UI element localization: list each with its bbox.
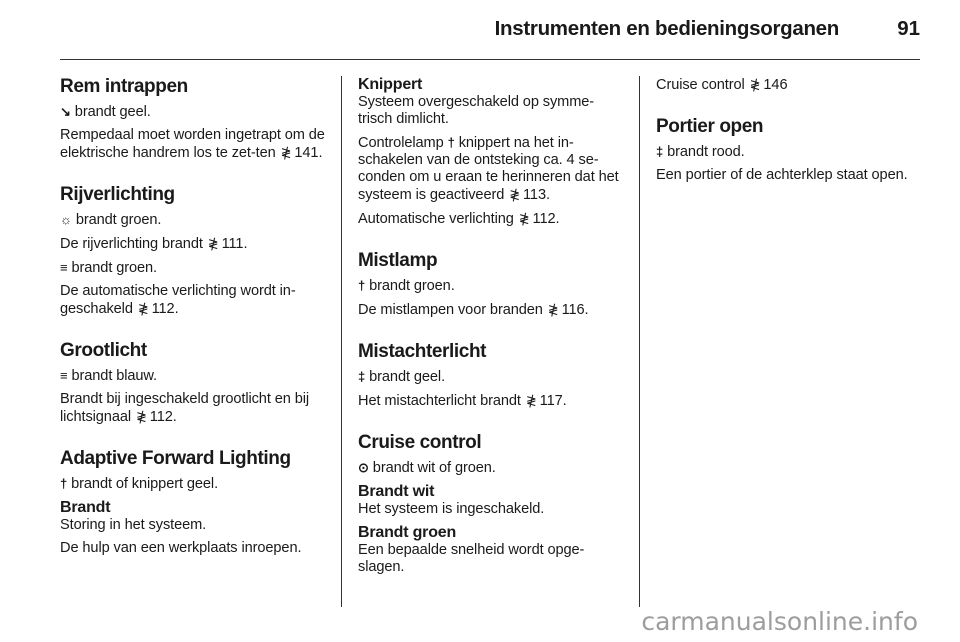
section-grootlicht (60, 340, 326, 426)
status-text: brandt groen. (75, 212, 162, 228)
status-text: brandt groen. (369, 278, 455, 294)
sub-heading: Brandt wit (358, 483, 435, 500)
page-ref-arrow-icon: ≹ (280, 145, 292, 160)
body-text: De automatische verlichting wordt in-geschakeld (60, 283, 296, 317)
section-mistlamp (358, 250, 626, 319)
section-heading: Adaptive Forward Lighting (60, 448, 291, 469)
section-heading: Rem intrappen (60, 76, 188, 97)
column-divider-2 (639, 76, 640, 607)
sub-heading: Knippert (358, 76, 423, 93)
page-ref[interactable]: 146 (763, 77, 788, 93)
column-divider-1 (341, 76, 342, 607)
header-rule (60, 59, 920, 60)
column-3 (656, 76, 920, 190)
page-ref[interactable]: 112. (532, 211, 560, 227)
section-adaptive-forward-lighting (60, 448, 326, 557)
front-fog-lamp-icon: † (358, 278, 366, 293)
column-1 (60, 76, 326, 563)
section-heading: Mistachterlicht (358, 341, 487, 362)
brake-warning-icon: ↘ (60, 104, 71, 119)
section-cruise-control (358, 432, 626, 576)
body-text: Een bepaalde snelheid wordt opge-slagen. (358, 542, 585, 575)
page-ref[interactable]: 113. (523, 187, 550, 203)
sub-heading: Brandt groen (358, 524, 457, 541)
page-header-title: Instrumenten en bedieningsorganen (494, 17, 839, 40)
body-text: Het mistachterlicht brandt (358, 393, 521, 409)
page-ref-arrow-icon: ≹ (135, 409, 147, 424)
page-ref-arrow-icon: ≹ (518, 211, 530, 226)
page-ref-arrow-icon: ≹ (525, 393, 537, 408)
body-text: Automatische verlichting (358, 211, 514, 227)
page-ref[interactable]: 117. (539, 393, 567, 409)
page-ref[interactable]: 112. (151, 301, 179, 317)
auto-light-icon: ≡ (60, 260, 68, 275)
body-text: De hulp van een werkplaats inroepen. (60, 540, 302, 556)
page-ref[interactable]: 112. (149, 409, 177, 425)
status-text: brandt rood. (667, 144, 745, 160)
section-heading: Portier open (656, 116, 764, 137)
body-text: Systeem overgeschakeld op symme-trisch dimlicht. (358, 94, 595, 127)
section-heading: Rijverlichting (60, 184, 175, 205)
afl-icon: † (60, 476, 68, 491)
section-rem-intrappen (60, 76, 326, 162)
page-ref-arrow-icon: ≹ (207, 236, 219, 251)
page-ref-arrow-icon: ≹ (749, 77, 761, 92)
section-portier-open (656, 116, 920, 184)
page-number: 91 (897, 17, 920, 40)
page-ref-arrow-icon: ≹ (547, 302, 559, 317)
page-ref[interactable]: 116. (561, 302, 589, 318)
side-light-icon: ☼ (60, 212, 72, 227)
section-knippert (358, 76, 626, 228)
cruise-control-icon: ⊙ (358, 460, 369, 475)
status-text: brandt wit of groen. (372, 460, 496, 476)
section-heading: Grootlicht (60, 340, 147, 361)
section-heading: Mistlamp (358, 250, 438, 271)
section-heading: Cruise control (358, 432, 482, 453)
section-mistachterlicht (358, 341, 626, 410)
page-ref[interactable]: 141. (294, 145, 323, 161)
body-text: Het systeem is ingeschakeld. (358, 501, 545, 517)
page-ref-arrow-icon: ≹ (137, 301, 149, 316)
page-ref-arrow-icon: ≹ (509, 187, 520, 202)
body-text: Cruise control (656, 77, 745, 93)
column-2 (358, 76, 626, 582)
status-text: brandt geel. (369, 369, 446, 385)
afl-icon: † (447, 135, 455, 150)
high-beam-icon: ≡ (60, 368, 68, 383)
page-ref[interactable]: 111. (221, 236, 248, 252)
rear-fog-lamp-icon: ‡ (358, 369, 366, 384)
status-text: brandt blauw. (71, 368, 158, 384)
body-text: knippert na het in-schakelen van de ontsteking ca. 4 se-conden om u eraan te herinneren dat het systeem is geactiveerd (358, 135, 619, 203)
body-text: Brandt bij ingeschakeld grootlicht en bij lichtsignaal (60, 391, 310, 425)
section-rijverlichting (60, 184, 326, 318)
status-text: brandt groen. (71, 260, 158, 276)
watermark: carmanualsonline.info (641, 607, 918, 636)
status-text: brandt geel. (74, 104, 151, 120)
body-text: Controlelamp (358, 135, 444, 151)
body-text: Storing in het systeem. (60, 517, 207, 533)
body-text: De rijverlichting brandt (60, 236, 203, 252)
door-open-icon: ‡ (656, 144, 664, 159)
body-text: De mistlampen voor branden (358, 302, 543, 318)
status-text: brandt of knippert geel. (71, 476, 219, 492)
body-text: Rempedaal moet worden ingetrapt om de elektrische handrem los te zet-ten (60, 127, 325, 161)
body-text: Een portier of de achterklep staat open. (656, 167, 908, 183)
sub-heading: Brandt (60, 499, 111, 516)
